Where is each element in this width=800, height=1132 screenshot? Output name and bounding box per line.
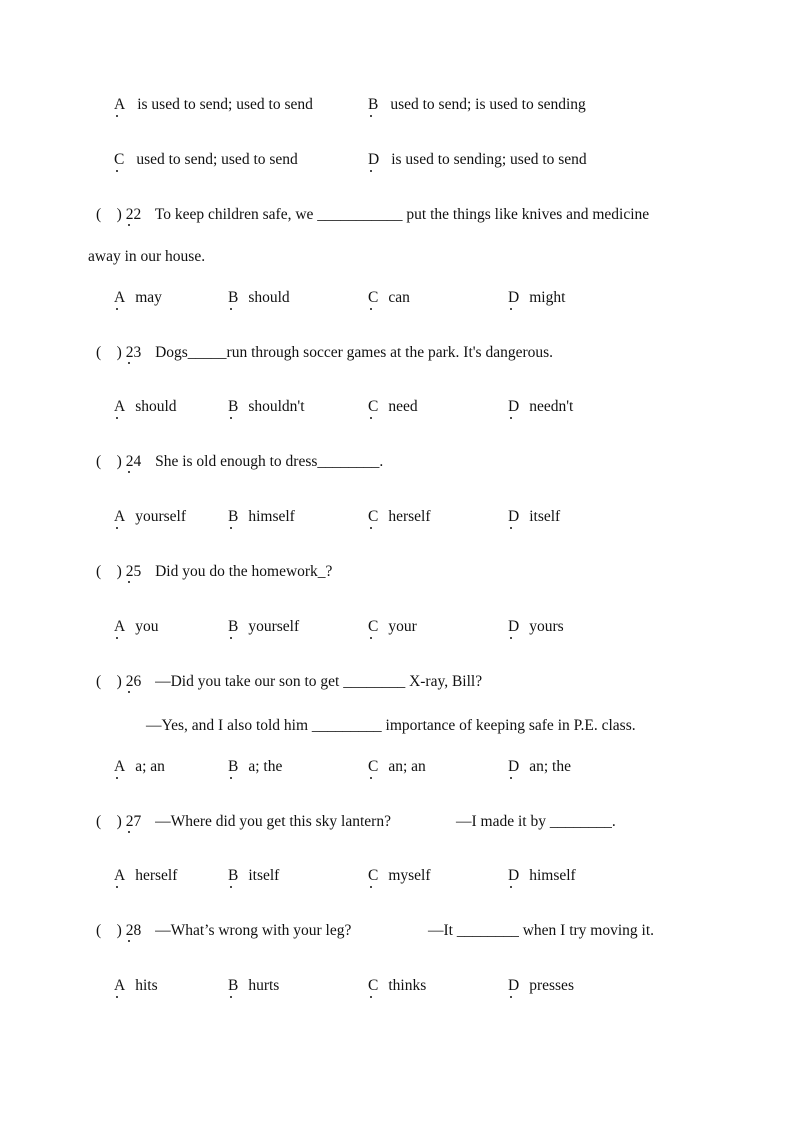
q25-option-b: B yourself <box>228 618 300 635</box>
question-24-stem: ( ) 24 She is old enough to dress________. <box>96 453 384 470</box>
q23-option-d: D needn't <box>508 398 574 415</box>
q21-option-a: A is used to send; used to send <box>114 96 313 113</box>
q23-option-c: C need <box>368 398 418 415</box>
question-25-stem: ( ) 25 Did you do the homework_? <box>96 563 333 580</box>
q26-option-b: B a; the <box>228 758 283 775</box>
question-28-stem: ( ) 28 —What’s wrong with your leg? <box>96 922 352 939</box>
q22-option-d: D might <box>508 289 566 306</box>
q25-option-d: D yours <box>508 618 564 635</box>
q24-option-b: B himself <box>228 508 295 525</box>
q24-option-d: D itself <box>508 508 561 525</box>
q26-option-c: C an; an <box>368 758 426 775</box>
q21-option-b: B used to send; is used to sending <box>368 96 586 113</box>
question-22-stem-cont: away in our house. <box>88 248 206 265</box>
question-26-reply: —Yes, and I also told him _________ importance of keeping safe in P.E. class. <box>146 717 636 734</box>
question-27-reply: —I made it by ________. <box>456 813 616 830</box>
question-23-stem: ( ) 23 Dogs_____run through soccer games at the park. It's dangerous. <box>96 344 554 361</box>
q21-option-d: D is used to sending; used to send <box>368 151 587 168</box>
q28-option-c: C thinks <box>368 977 427 994</box>
q28-option-d: D presses <box>508 977 574 994</box>
q27-option-b: B itself <box>228 867 280 884</box>
q24-option-c: C herself <box>368 508 431 525</box>
q27-option-d: D himself <box>508 867 576 884</box>
q25-option-c: C your <box>368 618 417 635</box>
q22-option-a: A may <box>114 289 162 306</box>
q27-option-a: A herself <box>114 867 178 884</box>
q22-option-b: B should <box>228 289 290 306</box>
q28-option-b: B hurts <box>228 977 280 994</box>
q27-option-c: C myself <box>368 867 431 884</box>
q21-option-c: C used to send; used to send <box>114 151 298 168</box>
question-27-stem: ( ) 27 —Where did you get this sky lantern? <box>96 813 391 830</box>
q23-option-b: B shouldn't <box>228 398 305 415</box>
q22-option-c: C can <box>368 289 410 306</box>
q23-option-a: A should <box>114 398 177 415</box>
q28-option-a: A hits <box>114 977 158 994</box>
question-22-stem: ( ) 22 To keep children safe, we ___________ put the things like knives and medicine <box>96 206 650 223</box>
question-26-stem: ( ) 26 —Did you take our son to get ________ X-ray, Bill? <box>96 673 483 690</box>
q25-option-a: A you <box>114 618 159 635</box>
question-28-reply: —It ________ when I try moving it. <box>428 922 655 939</box>
q24-option-a: A yourself <box>114 508 186 525</box>
q26-option-a: A a; an <box>114 758 165 775</box>
q26-option-d: D an; the <box>508 758 571 775</box>
